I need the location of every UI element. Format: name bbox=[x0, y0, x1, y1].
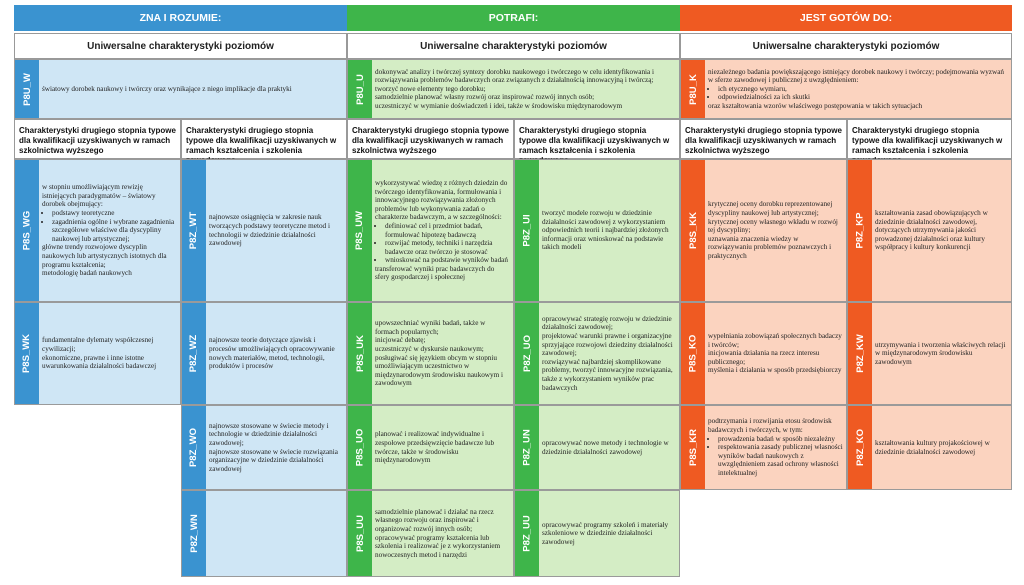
cell-p8z-wt bbox=[181, 159, 347, 302]
cell-text bbox=[209, 491, 343, 576]
cell-text: najnowsze teorie dotyczące zjawisk i procesów umożliwiających opracowywanie nowych materiałów, metod, technologii, produktów i procesów bbox=[209, 336, 335, 371]
code-badge: P8Z_UI bbox=[515, 160, 539, 301]
cell-p8z-uo bbox=[514, 302, 680, 405]
cell-p8s-wg bbox=[14, 159, 181, 302]
header-gotow: JEST GOTÓW DO: bbox=[680, 5, 1012, 31]
header-potrafi: POTRAFI: bbox=[347, 5, 680, 31]
cell-text: samodzielnie planować i działać na rzecz własnego rozwoju oraz inspirować i organizować rozwój innych osób; opracowywać programy kształcenia lub szkolenia i realizować je z wykorzystaniem nowoczesnych metod i narzędzi bbox=[375, 507, 501, 559]
subheader-vocational-u: Charakterystyki drugiego stopnia typowe dla kwalifikacji uzyskiwanych w ramach kształcenia i szkolenia bbox=[514, 119, 680, 159]
code-badge: P8U_U bbox=[348, 60, 372, 118]
cell-p8s-uk bbox=[347, 302, 514, 405]
cell-p8z-ui bbox=[514, 159, 680, 302]
code-badge: P8Z_KW bbox=[848, 303, 872, 404]
code-badge: P8S_UU bbox=[348, 491, 372, 576]
cell-p8s-uo bbox=[347, 405, 514, 490]
code-badge: P8Z_KP bbox=[848, 160, 872, 301]
code-badge: P8Z_UU bbox=[515, 491, 539, 576]
code-badge: P8S_WG bbox=[15, 160, 39, 301]
universal-title-gotow: Uniwersalne charakterystyki poziomów bbox=[680, 33, 1012, 59]
cell-text: fundamentalne dylematy współczesnej cywilizacji; ekonomiczne, prawne i inne istotne uwarunkowania działalności badawczej bbox=[42, 336, 157, 371]
cell-text: upowszechniać wyniki badań, także w formach popularnych; inicjować debatę; uczestniczyć w dyskursie naukowym; posługiwać się językiem obcym w stopniu umożliwiającym uczestnictwo w międzynarodowym środowisku naukowym i zawodowym bbox=[375, 319, 503, 388]
code-badge: P8S_KK bbox=[681, 160, 705, 301]
cell-text: opracowywać nowe metody i technologie w dziedzinie działalności zawodowej bbox=[542, 438, 669, 456]
cell-text: kształtowania kultury projakościowej w dziedzinie działalności zawodowej bbox=[875, 438, 990, 456]
cell-text: wykorzystywać wiedzę z różnych dziedzin do twórczego identyfikowania, formułowania i innowacyjnego rozwiązywania złożonych problemów lub wykonywania zadań o charakterze badawczym, a w szczególności: • definiować cel i przedmiot badań, formułować hipotezę badawczą • rozwijać metody, techniki i narzędzia badawcze oraz twórczo je stosować • wnioskować na podstawie wyników badań transferować wyniki prac badawczych do sfery gospodarczej i społecznej bbox=[375, 160, 510, 301]
subheader-higher-ed-k: Charakterystyki drugiego stopnia typowe dla kwalifikacji uzyskiwanych w ramach szkolnictwa wyższego bbox=[680, 119, 847, 159]
cell-text: najnowsze stosowane w świecie metody i technologie w dziedzinie działalności zawodowej; najnowsze stosowane w świecie rozwiązania organizacyjne w dziedzinie działalności zawodowej bbox=[209, 421, 338, 473]
cell-text: tworzyć modele rozwoju w dziedzinie działalności zawodowej z wykorzystaniem odpowiednich teorii i najbardziej złożonych informacji oraz wnioskować na podstawie takich modeli bbox=[542, 209, 669, 252]
code-badge: P8S_KO bbox=[681, 303, 705, 404]
subheader-vocational-k: Charakterystyki drugiego stopnia typowe dla kwalifikacji uzyskiwanych w ramach kształcenia i szkolenia bbox=[847, 119, 1012, 159]
cell-text: najnowsze osiągnięcia w zakresie nauk tworzących podstawy teoretyczne metod i technologii w dziedzinie działalności zawodowej bbox=[209, 213, 330, 248]
cell-p8s-ko bbox=[680, 302, 847, 405]
header-zna: ZNA I ROZUMIE: bbox=[14, 5, 347, 31]
universal-cell-w bbox=[14, 59, 347, 119]
subheader-higher-ed-w: Charakterystyki drugiego stopnia typowe dla kwalifikacji uzyskiwanych w ramach szkolnictwa wyższego bbox=[14, 119, 181, 159]
cell-text: planować i realizować indywidualne i zespołowe przedsięwzięcie badawcze lub twórcze, także w środowisku międzynarodowym bbox=[375, 430, 495, 465]
cell-text: utrzymywania i tworzenia właściwych relacji w międzynarodowym środowisku zawodowym bbox=[875, 340, 1006, 366]
code-badge: P8Z_UO bbox=[515, 303, 539, 404]
cell-p8s-uw bbox=[347, 159, 514, 302]
code-badge: P8Z_KO bbox=[848, 406, 872, 489]
universal-cell-u bbox=[347, 59, 680, 119]
code-badge: P8Z_WN bbox=[182, 491, 206, 576]
universal-title-zna: Uniwersalne charakterystyki poziomów bbox=[14, 33, 347, 59]
cell-p8z-kw bbox=[847, 302, 1012, 405]
cell-p8z-wz bbox=[181, 302, 347, 405]
cell-p8z-kp bbox=[847, 159, 1012, 302]
cell-p8z-uu bbox=[514, 490, 680, 577]
universal-cell-k bbox=[680, 59, 1012, 119]
cell-text: podtrzymania i rozwijania etosu środowisk badawczych i twórczych, w tym: • prowadzenia badań w sposób niezależny • respektowania zasady publicznej własności wyników badań naukowych z uwzględnieniem zasad ochrony własności intelektualnej bbox=[708, 406, 843, 489]
subheader-higher-ed-u: Charakterystyki drugiego stopnia typowe dla kwalifikacji uzyskiwanych w ramach szkolnictwa wyższego bbox=[347, 119, 514, 159]
cell-p8z-un bbox=[514, 405, 680, 490]
code-badge: P8S_KR bbox=[681, 406, 705, 489]
code-badge: P8Z_WZ bbox=[182, 303, 206, 404]
universal-text-u: dokonywać analizy i twórczej syntezy dorobku naukowego i twórczego w celu identyfikowania i rozwiązywania problemów badawczych oraz związanych z działalnością innowacyjną i twórczą; tworzyć nowe elementy tego dorobku; samodzielnie planować własny rozwój oraz inspirować rozwój innych osób; uczestniczyć w wymianie doświadczeń i idei, także w środowisku międzynarodowym bbox=[375, 67, 655, 110]
subheader-vocational-w: Charakterystyki drugiego stopnia typowe dla kwalifikacji uzyskiwanych w ramach kształcenia i szkolenia bbox=[181, 119, 347, 159]
code-badge: P8Z_WT bbox=[182, 160, 206, 301]
cell-text: wypełniania zobowiązań społecznych badaczy i twórców; inicjowania działania na rzecz interesu publicznego; myślenia i działania w sposób przedsiębiorczy bbox=[708, 332, 842, 375]
universal-text-k: niezależnego badania powiększającego istniejący dorobek naukowy i twórczy; podejmowania wyzwań w sferze zawodowej i publicznej z uwzględnieniem: • ich etycznego wymiaru, • odpowiedzialności za ich skutki oraz kształtowania wzorów właściwego postępowania w takich sytuacjach bbox=[708, 60, 1008, 118]
cell-p8s-kk bbox=[680, 159, 847, 302]
cell-text: opracowywać strategię rozwoju w dziedzinie działalności zawodowej; projektować warunki prawne i organizacyjne sprzyjające rozwojowi dziedziny działalności zawodowej; rozwiązywać najbardziej skomplikowane problemy, tworzyć innowacyjne rozwiązania, także z wykorzystaniem wyników prac badawczych bbox=[542, 314, 673, 392]
cell-p8s-wk bbox=[14, 302, 181, 405]
code-badge: P8U_K bbox=[681, 60, 705, 118]
cell-p8z-ko bbox=[847, 405, 1012, 490]
cell-text: opracowywać programy szkoleń i materiały szkoleniowe w dziedzinie działalności zawodowej bbox=[542, 520, 669, 546]
cell-text: kształtowania zasad obowiązujących w dziedzinie działalności zawodowej, dotyczących utrzymywania jakości prowadzonej działalności oraz kultury współpracy i kultury konkurencji bbox=[875, 209, 988, 252]
code-badge: P8U_W bbox=[15, 60, 39, 118]
cell-p8s-kr bbox=[680, 405, 847, 490]
cell-text: w stopniu umożliwiającym rewizję istniejących paradygmatów – światowy dorobek obejmujący: • podstawy teoretyczne • zagadnienia ogólne i wybrane zagadnienia szczegółowe właściwe dla dyscypliny naukowej lub artystycznej; główne trendy rozwojowe dyscyplin naukowych lub artystycznych istotnych dla programu kształcenia; metodologię badań naukowych bbox=[42, 160, 177, 301]
cell-p8z-wn bbox=[181, 490, 347, 577]
universal-title-potrafi: Uniwersalne charakterystyki poziomów bbox=[347, 33, 680, 59]
code-badge: P8Z_UN bbox=[515, 406, 539, 489]
universal-text-w: światowy dorobek naukowy i twórczy oraz wynikające z niego implikacje dla praktyki bbox=[42, 84, 292, 93]
code-badge: P8S_WK bbox=[15, 303, 39, 404]
code-badge: P8S_UW bbox=[348, 160, 372, 301]
cell-text: krytycznej oceny dorobku reprezentowanej dyscypliny naukowej lub artystycznej; krytycznej oceny własnego wkładu w rozwój tej dyscypliny; uznawania znaczenia wiedzy w rozwiązywaniu problemów poznawczych i praktycznych bbox=[708, 200, 838, 260]
code-badge: P8S_UO bbox=[348, 406, 372, 489]
code-badge: P8Z_WO bbox=[182, 406, 206, 489]
code-badge: P8S_UK bbox=[348, 303, 372, 404]
cell-p8s-uu bbox=[347, 490, 514, 577]
cell-p8z-wo bbox=[181, 405, 347, 490]
